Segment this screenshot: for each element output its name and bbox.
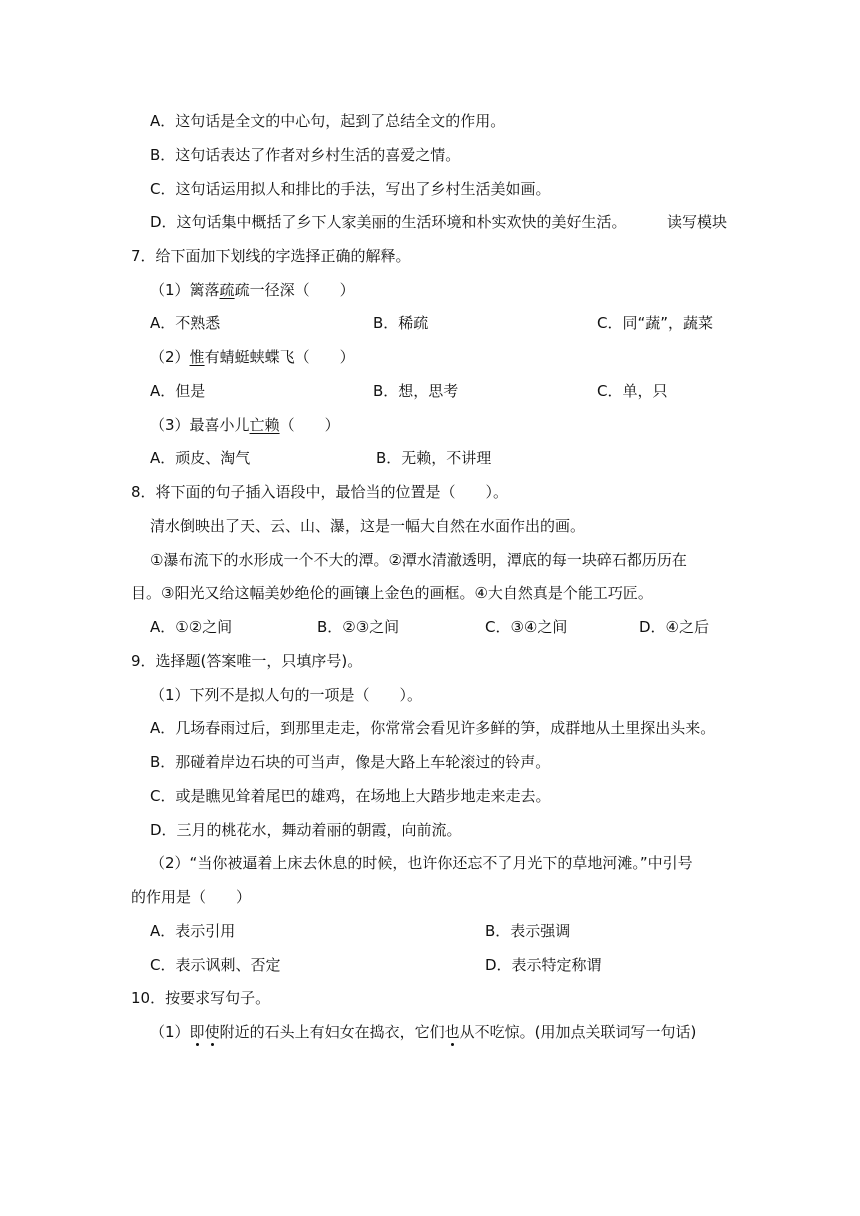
q6-option-a: A．这句话是全文的中心句，起到了总结全文的作用。 [150,112,506,130]
q10-dotted-char-shi: 使 [204,1023,220,1041]
q8-option-c: C．③④之间 [485,618,568,636]
q8-paragraph-line2: 目。③阳光又给这幅美妙绝伦的画镶上金色的画框。④大自然真是个能工巧匠。 [131,584,653,602]
q7-sub2-option-b: B．想，思考 [373,382,459,400]
q7-sub2-option-c: C．单，只 [597,382,668,400]
q8-option-a: A．①②之间 [150,618,233,636]
q9-sub1-option-b: B．那碰着岸边石块的可当声，像是大路上车轮滚过的铃声。 [150,753,551,771]
section-label-module: 读写模块 [667,213,728,231]
q7-sub1-option-c: C．同“蔬”，蔬菜 [597,314,714,332]
q9-sub2-option-c: C．表示讽刺、否定 [150,956,281,974]
q7-sub1-pre: （1）篱落 [150,281,220,299]
q10-sub1-part2: 附近的石头上有妇女在捣衣，它们 [219,1023,445,1041]
q9-sub1-option-c: C．或是瞧见耸着尾巴的雄鸡，在场地上大踏步地走来走去。 [150,787,551,805]
q7-sub2-option-a: A．但是 [150,382,206,400]
q7-stem: 7．给下面加下划线的字选择正确的解释。 [131,247,411,265]
q7-sub2-pre: （2） [150,348,190,366]
q7-sub1-option-b: B．稀疏 [373,314,429,332]
q10-stem: 10．按要求写句子。 [131,989,271,1007]
q7-sub1-option-a: A．不熟悉 [150,314,221,332]
q7-sub3-post: （ ） [279,416,340,434]
q9-sub2-option-d: D．表示特定称谓 [485,956,602,974]
q7-sub1 [150,280,355,300]
q10-dotted-char-ye: 也 [444,1023,460,1041]
q9-sub1-option-a: A．几场春雨过后，到那里走走，你常常会看见许多鲜的笋，成群地从土里探出头来。 [150,719,716,737]
q9-sub1-option-d: D．三月的桃花水，舞动着丽的朝霞，向前流。 [150,821,462,839]
q7-sub3-underlined-word: 亡赖 [249,416,280,434]
q8-insert-sentence: 清水倒映出了天、云、山、瀑，这是一幅大自然在水面作出的画。 [150,517,586,535]
q9-stem: 9．选择题(答案唯一，只填序号)。 [131,652,363,670]
q7-sub1-underlined-char: 疏 [219,281,235,299]
q9-sub1: （1）下列不是拟人句的一项是（ ）。 [150,686,423,704]
q8-stem: 8．将下面的句子插入语段中，最恰当的位置是（ ）。 [131,483,509,501]
q8-option-d: D．④之后 [639,618,709,636]
q6-option-b: B．这句话表达了作者对乡村生活的喜爱之情。 [150,146,461,164]
q10-dotted-char-ji: 即 [189,1023,205,1041]
q9-sub2-line2: 的作用是（ ） [131,888,252,906]
q10-sub1-part3: 从不吃惊。(用加点关联词写一句话) [459,1023,697,1041]
q7-sub2 [150,347,355,367]
q6-option-c: C．这句话运用拟人和排比的手法，写出了乡村生活美如画。 [150,180,551,198]
q7-sub3-option-a: A．顽皮、淘气 [150,449,251,467]
q8-paragraph-line1: ①瀑布流下的水形成一个不大的潭。②潭水清澈透明，潭底的每一块碎石都历历在 [150,551,687,569]
q7-sub2-post: 有蜻蜓蛱蝶飞（ ） [204,348,355,366]
q8-option-b: B．②③之间 [317,618,400,636]
q9-sub2-line1: （2）“当你被逼着上床去休息的时候，也许你还忘不了月光下的草地河滩。”中引号 [150,854,693,872]
q10-sub1 [150,1022,696,1042]
q10-sub1-part1: （1） [150,1023,190,1041]
q7-sub3-pre: （3）最喜小儿 [150,416,250,434]
q9-sub2-option-a: A．表示引用 [150,922,236,940]
q7-sub3-option-b: B．无赖，不讲理 [376,449,492,467]
q7-sub2-underlined-char: 惟 [189,348,205,366]
q6-option-d: D．这句话集中概括了乡下人家美丽的生活环境和朴实欢快的美好生活。 [150,213,627,231]
q7-sub3 [150,415,340,435]
q9-sub2-option-b: B．表示强调 [485,922,571,940]
q7-sub1-post: 疏一径深（ ） [234,281,355,299]
